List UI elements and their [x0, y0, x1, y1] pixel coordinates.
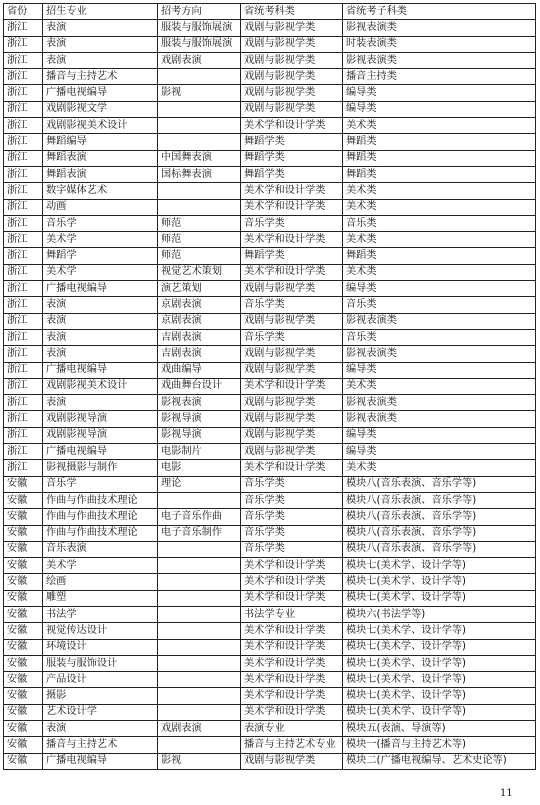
cell-province: 浙江 — [4, 20, 43, 36]
table-row — [4, 460, 536, 476]
cell-exam-subcategory: 播音主持类 — [343, 69, 536, 85]
cell-direction: 戏曲舞台设计 — [158, 378, 241, 394]
cell-direction — [158, 574, 241, 590]
cell-direction — [158, 541, 241, 557]
cell-province: 浙江 — [4, 232, 43, 248]
cell-exam-subcategory: 模块七(美术学、设计学等) — [343, 558, 536, 574]
cell-major: 戏剧影视导演 — [43, 411, 158, 427]
cell-direction — [158, 118, 241, 134]
cell-exam-category: 美术学和设计学类 — [241, 639, 343, 655]
cell-exam-subcategory: 音乐类 — [343, 215, 536, 231]
cell-major: 产品设计 — [43, 672, 158, 688]
cell-exam-subcategory: 模块七(美术学、设计学等) — [343, 574, 536, 590]
cell-exam-category: 美术学和设计学类 — [241, 118, 343, 134]
cell-province: 安徽 — [4, 639, 43, 655]
cell-province: 安徽 — [4, 525, 43, 541]
cell-direction: 影视表演 — [158, 395, 241, 411]
cell-major: 表演 — [43, 346, 158, 362]
cell-major: 戏剧影视美术设计 — [43, 378, 158, 394]
cell-major: 播音与主持艺术 — [43, 69, 158, 85]
cell-exam-category: 音乐学类 — [241, 525, 343, 541]
cell-exam-category: 舞蹈学类 — [241, 248, 343, 264]
cell-exam-subcategory: 美术类 — [343, 199, 536, 215]
table-row — [4, 134, 536, 150]
table-row — [4, 199, 536, 215]
cell-exam-subcategory: 模块七(美术学、设计学等) — [343, 672, 536, 688]
cell-exam-category: 美术学和设计学类 — [241, 655, 343, 671]
table-row — [4, 297, 536, 313]
cell-province: 安徽 — [4, 623, 43, 639]
table-row — [4, 525, 536, 541]
cell-direction: 国标舞表演 — [158, 166, 241, 182]
cell-direction: 电影制片 — [158, 444, 241, 460]
cell-major: 表演 — [43, 721, 158, 737]
cell-province: 浙江 — [4, 183, 43, 199]
cell-major: 视觉传达设计 — [43, 623, 158, 639]
cell-direction: 师范 — [158, 215, 241, 231]
table-row — [4, 753, 536, 769]
cell-province: 浙江 — [4, 411, 43, 427]
cell-major: 音乐学 — [43, 476, 158, 492]
cell-major: 环境设计 — [43, 639, 158, 655]
cell-province: 安徽 — [4, 753, 43, 769]
cell-direction — [158, 69, 241, 85]
cell-exam-category: 美术学和设计学类 — [241, 460, 343, 476]
cell-major: 美术学 — [43, 264, 158, 280]
cell-direction: 京剧表演 — [158, 313, 241, 329]
cell-exam-category: 戏剧与影视学类 — [241, 427, 343, 443]
cell-exam-category: 美术学和设计学类 — [241, 264, 343, 280]
cell-exam-subcategory: 美术类 — [343, 183, 536, 199]
table-row — [4, 509, 536, 525]
cell-direction: 服装与服饰展演 — [158, 20, 241, 36]
cell-direction: 演艺策划 — [158, 281, 241, 297]
cell-province: 安徽 — [4, 476, 43, 492]
cell-exam-subcategory: 模块五(表演、导演等) — [343, 721, 536, 737]
cell-exam-category: 美术学和设计学类 — [241, 378, 343, 394]
cell-direction — [158, 704, 241, 720]
cell-exam-category: 舞蹈学类 — [241, 166, 343, 182]
cell-major: 表演 — [43, 329, 158, 345]
table-body — [4, 4, 536, 770]
table-row — [4, 623, 536, 639]
page-number: 11 — [500, 788, 513, 799]
cell-direction — [158, 606, 241, 622]
cell-exam-subcategory: 舞蹈类 — [343, 150, 536, 166]
table-row — [4, 183, 536, 199]
cell-major: 表演 — [43, 297, 158, 313]
cell-exam-subcategory: 编导类 — [343, 362, 536, 378]
cell-exam-subcategory: 美术类 — [343, 118, 536, 134]
cell-exam-subcategory: 编导类 — [343, 444, 536, 460]
table-row — [4, 411, 536, 427]
cell-province: 安徽 — [4, 574, 43, 590]
cell-exam-category: 播音与主持艺术专业 — [241, 737, 343, 753]
cell-direction: 戏剧表演 — [158, 52, 241, 68]
cell-province: 浙江 — [4, 69, 43, 85]
cell-exam-category: 音乐学类 — [241, 492, 343, 508]
cell-province: 浙江 — [4, 101, 43, 117]
table-row — [4, 69, 536, 85]
cell-direction: 理论 — [158, 476, 241, 492]
cell-exam-category: 舞蹈学类 — [241, 150, 343, 166]
table-row — [4, 101, 536, 117]
cell-province: 浙江 — [4, 215, 43, 231]
cell-province: 安徽 — [4, 509, 43, 525]
cell-exam-subcategory: 模块一(播音与主持艺术等) — [343, 737, 536, 753]
cell-major: 作曲与作曲技术理论 — [43, 509, 158, 525]
cell-direction — [158, 492, 241, 508]
cell-major: 舞蹈学 — [43, 248, 158, 264]
cell-province: 浙江 — [4, 313, 43, 329]
table-row — [4, 655, 536, 671]
cell-province: 浙江 — [4, 378, 43, 394]
cell-direction — [158, 672, 241, 688]
cell-major: 美术学 — [43, 558, 158, 574]
cell-exam-subcategory: 音乐类 — [343, 329, 536, 345]
cell-direction — [158, 737, 241, 753]
cell-province: 安徽 — [4, 737, 43, 753]
cell-major: 表演 — [43, 313, 158, 329]
cell-exam-category: 戏剧与影视学类 — [241, 20, 343, 36]
cell-province: 浙江 — [4, 199, 43, 215]
cell-exam-category: 美术学和设计学类 — [241, 688, 343, 704]
cell-exam-subcategory: 模块二(广播电视编导、艺术史论等) — [343, 753, 536, 769]
cell-province: 浙江 — [4, 134, 43, 150]
cell-exam-category: 音乐学类 — [241, 329, 343, 345]
cell-direction: 影视导演 — [158, 411, 241, 427]
cell-province: 浙江 — [4, 329, 43, 345]
cell-province: 浙江 — [4, 427, 43, 443]
cell-exam-category: 戏剧与影视学类 — [241, 101, 343, 117]
cell-major: 播音与主持艺术 — [43, 737, 158, 753]
header-direction: 招考方向 — [158, 4, 241, 20]
cell-province: 浙江 — [4, 281, 43, 297]
cell-direction: 戏剧表演 — [158, 721, 241, 737]
cell-direction: 师范 — [158, 248, 241, 264]
table-row — [4, 362, 536, 378]
table-row — [4, 541, 536, 557]
table-row — [4, 574, 536, 590]
header-exam-category: 省统考科类 — [241, 4, 343, 20]
cell-exam-subcategory: 模块七(美术学、设计学等) — [343, 639, 536, 655]
cell-exam-subcategory: 美术类 — [343, 460, 536, 476]
table-row — [4, 36, 536, 52]
cell-major: 舞蹈表演 — [43, 166, 158, 182]
cell-exam-category: 戏剧与影视学类 — [241, 346, 343, 362]
header-major: 招生专业 — [43, 4, 158, 20]
cell-exam-category: 音乐学类 — [241, 476, 343, 492]
cell-direction — [158, 688, 241, 704]
table-row — [4, 737, 536, 753]
cell-province: 安徽 — [4, 655, 43, 671]
cell-province: 浙江 — [4, 52, 43, 68]
cell-exam-subcategory: 编导类 — [343, 281, 536, 297]
cell-direction: 电影 — [158, 460, 241, 476]
table-row — [4, 329, 536, 345]
cell-province: 安徽 — [4, 590, 43, 606]
table-row — [4, 590, 536, 606]
cell-exam-category: 美术学和设计学类 — [241, 590, 343, 606]
cell-exam-subcategory: 编导类 — [343, 101, 536, 117]
cell-exam-category: 戏剧与影视学类 — [241, 36, 343, 52]
cell-province: 浙江 — [4, 36, 43, 52]
cell-exam-category: 戏剧与影视学类 — [241, 85, 343, 101]
cell-major: 书法学 — [43, 606, 158, 622]
cell-major: 雕塑 — [43, 590, 158, 606]
cell-exam-category: 美术学和设计学类 — [241, 199, 343, 215]
cell-direction: 京剧表演 — [158, 297, 241, 313]
cell-exam-subcategory: 音乐类 — [343, 297, 536, 313]
cell-exam-subcategory: 模块八(音乐表演、音乐学等) — [343, 492, 536, 508]
table-row — [4, 85, 536, 101]
table-row — [4, 248, 536, 264]
cell-major: 服装与服饰设计 — [43, 655, 158, 671]
table-row — [4, 704, 536, 720]
cell-exam-subcategory: 美术类 — [343, 264, 536, 280]
cell-major: 美术学 — [43, 232, 158, 248]
cell-major: 广播电视编导 — [43, 85, 158, 101]
cell-major: 表演 — [43, 20, 158, 36]
cell-direction: 电子音乐制作 — [158, 525, 241, 541]
cell-major: 表演 — [43, 395, 158, 411]
cell-major: 广播电视编导 — [43, 362, 158, 378]
cell-major: 艺术设计学 — [43, 704, 158, 720]
cell-exam-category: 戏剧与影视学类 — [241, 69, 343, 85]
cell-province: 浙江 — [4, 264, 43, 280]
cell-province: 安徽 — [4, 688, 43, 704]
cell-major: 作曲与作曲技术理论 — [43, 525, 158, 541]
cell-exam-category: 戏剧与影视学类 — [241, 313, 343, 329]
table-row — [4, 606, 536, 622]
cell-exam-subcategory: 影视表演类 — [343, 20, 536, 36]
cell-exam-category: 表演专业 — [241, 721, 343, 737]
table-row — [4, 476, 536, 492]
cell-direction — [158, 199, 241, 215]
table-row — [4, 492, 536, 508]
cell-province: 浙江 — [4, 85, 43, 101]
table-row — [4, 395, 536, 411]
cell-province: 浙江 — [4, 460, 43, 476]
cell-exam-subcategory: 美术类 — [343, 378, 536, 394]
cell-major: 绘画 — [43, 574, 158, 590]
header-exam-subcategory: 省统考子科类 — [343, 4, 536, 20]
cell-exam-category: 戏剧与影视学类 — [241, 753, 343, 769]
cell-province: 浙江 — [4, 150, 43, 166]
cell-province: 浙江 — [4, 444, 43, 460]
cell-exam-category: 音乐学类 — [241, 541, 343, 557]
cell-major: 影视摄影与制作 — [43, 460, 158, 476]
cell-exam-subcategory: 模块八(音乐表演、音乐学等) — [343, 525, 536, 541]
table-row — [4, 346, 536, 362]
cell-exam-subcategory: 模块七(美术学、设计学等) — [343, 590, 536, 606]
cell-direction: 服装与服饰展演 — [158, 36, 241, 52]
cell-direction — [158, 183, 241, 199]
cell-exam-category: 戏剧与影视学类 — [241, 281, 343, 297]
cell-direction: 中国舞表演 — [158, 150, 241, 166]
table-row — [4, 444, 536, 460]
table-row — [4, 215, 536, 231]
cell-exam-category: 美术学和设计学类 — [241, 672, 343, 688]
cell-exam-category: 美术学和设计学类 — [241, 623, 343, 639]
cell-major: 戏剧影视美术设计 — [43, 118, 158, 134]
cell-exam-subcategory: 影视表演类 — [343, 411, 536, 427]
cell-province: 浙江 — [4, 118, 43, 134]
cell-direction: 电子音乐作曲 — [158, 509, 241, 525]
table-row — [4, 688, 536, 704]
cell-province: 浙江 — [4, 395, 43, 411]
cell-exam-subcategory: 影视表演类 — [343, 313, 536, 329]
table-row — [4, 721, 536, 737]
cell-exam-category: 美术学和设计学类 — [241, 704, 343, 720]
cell-direction: 吉剧表演 — [158, 346, 241, 362]
cell-direction — [158, 558, 241, 574]
admissions-table — [3, 3, 536, 770]
cell-direction — [158, 655, 241, 671]
table-row — [4, 427, 536, 443]
table-row — [4, 558, 536, 574]
cell-major: 音乐学 — [43, 215, 158, 231]
cell-exam-category: 戏剧与影视学类 — [241, 395, 343, 411]
cell-exam-subcategory: 模块八(音乐表演、音乐学等) — [343, 541, 536, 557]
cell-direction — [158, 623, 241, 639]
table-row — [4, 672, 536, 688]
cell-major: 动画 — [43, 199, 158, 215]
cell-direction: 视觉艺术策划 — [158, 264, 241, 280]
cell-province: 安徽 — [4, 606, 43, 622]
table-row — [4, 52, 536, 68]
cell-direction — [158, 101, 241, 117]
cell-exam-category: 戏剧与影视学类 — [241, 52, 343, 68]
table-row — [4, 378, 536, 394]
cell-exam-subcategory: 舞蹈类 — [343, 166, 536, 182]
cell-exam-category: 戏剧与影视学类 — [241, 411, 343, 427]
header-row — [4, 4, 536, 20]
table-row — [4, 639, 536, 655]
table-row — [4, 264, 536, 280]
cell-exam-subcategory: 模块七(美术学、设计学等) — [343, 623, 536, 639]
cell-direction: 影视 — [158, 753, 241, 769]
cell-exam-category: 音乐学类 — [241, 215, 343, 231]
cell-exam-category: 戏剧与影视学类 — [241, 362, 343, 378]
cell-direction: 吉剧表演 — [158, 329, 241, 345]
cell-province: 安徽 — [4, 492, 43, 508]
cell-direction — [158, 134, 241, 150]
cell-exam-subcategory: 模块七(美术学、设计学等) — [343, 704, 536, 720]
cell-exam-subcategory: 影视表演类 — [343, 395, 536, 411]
cell-exam-subcategory: 编导类 — [343, 427, 536, 443]
table-row — [4, 166, 536, 182]
cell-exam-category: 舞蹈学类 — [241, 134, 343, 150]
cell-exam-subcategory: 模块七(美术学、设计学等) — [343, 688, 536, 704]
cell-major: 作曲与作曲技术理论 — [43, 492, 158, 508]
cell-province: 安徽 — [4, 672, 43, 688]
cell-direction: 师范 — [158, 232, 241, 248]
cell-direction: 影视导演 — [158, 427, 241, 443]
cell-exam-category: 美术学和设计学类 — [241, 232, 343, 248]
cell-exam-subcategory: 舞蹈类 — [343, 248, 536, 264]
cell-exam-subcategory: 编导类 — [343, 85, 536, 101]
cell-exam-subcategory: 模块七(美术学、设计学等) — [343, 655, 536, 671]
cell-major: 舞蹈编导 — [43, 134, 158, 150]
cell-major: 表演 — [43, 36, 158, 52]
cell-exam-category: 音乐学类 — [241, 297, 343, 313]
cell-exam-subcategory: 时装表演类 — [343, 36, 536, 52]
cell-exam-subcategory: 模块八(音乐表演、音乐学等) — [343, 476, 536, 492]
table-row — [4, 313, 536, 329]
cell-major: 舞蹈表演 — [43, 150, 158, 166]
cell-major: 数字媒体艺术 — [43, 183, 158, 199]
cell-province: 浙江 — [4, 362, 43, 378]
cell-major: 音乐表演 — [43, 541, 158, 557]
cell-province: 安徽 — [4, 704, 43, 720]
cell-exam-subcategory: 模块八(音乐表演、音乐学等) — [343, 509, 536, 525]
cell-exam-category: 音乐学类 — [241, 509, 343, 525]
cell-province: 安徽 — [4, 721, 43, 737]
cell-direction: 影视 — [158, 85, 241, 101]
table-row — [4, 232, 536, 248]
table-row — [4, 281, 536, 297]
cell-major: 戏剧影视文学 — [43, 101, 158, 117]
header-province: 省份 — [4, 4, 43, 20]
cell-major: 摄影 — [43, 688, 158, 704]
cell-exam-category: 美术学和设计学类 — [241, 574, 343, 590]
table-row — [4, 150, 536, 166]
cell-exam-subcategory: 模块六(书法学等) — [343, 606, 536, 622]
cell-province: 浙江 — [4, 248, 43, 264]
cell-direction — [158, 590, 241, 606]
cell-major: 表演 — [43, 52, 158, 68]
table-row — [4, 118, 536, 134]
cell-major: 广播电视编导 — [43, 281, 158, 297]
cell-major: 广播电视编导 — [43, 444, 158, 460]
cell-exam-category: 美术学和设计学类 — [241, 183, 343, 199]
cell-exam-subcategory: 美术类 — [343, 232, 536, 248]
cell-exam-subcategory: 影视表演类 — [343, 346, 536, 362]
cell-province: 安徽 — [4, 541, 43, 557]
cell-exam-subcategory: 影视表演类 — [343, 52, 536, 68]
cell-province: 浙江 — [4, 297, 43, 313]
cell-exam-subcategory: 舞蹈类 — [343, 134, 536, 150]
cell-province: 浙江 — [4, 346, 43, 362]
cell-exam-category: 美术学和设计学类 — [241, 558, 343, 574]
cell-direction — [158, 639, 241, 655]
table-row — [4, 20, 536, 36]
cell-exam-category: 戏剧与影视学类 — [241, 444, 343, 460]
cell-major: 广播电视编导 — [43, 753, 158, 769]
cell-province: 浙江 — [4, 166, 43, 182]
cell-major: 戏剧影视导演 — [43, 427, 158, 443]
cell-exam-category: 书法学专业 — [241, 606, 343, 622]
cell-province: 安徽 — [4, 558, 43, 574]
cell-direction: 戏曲编导 — [158, 362, 241, 378]
